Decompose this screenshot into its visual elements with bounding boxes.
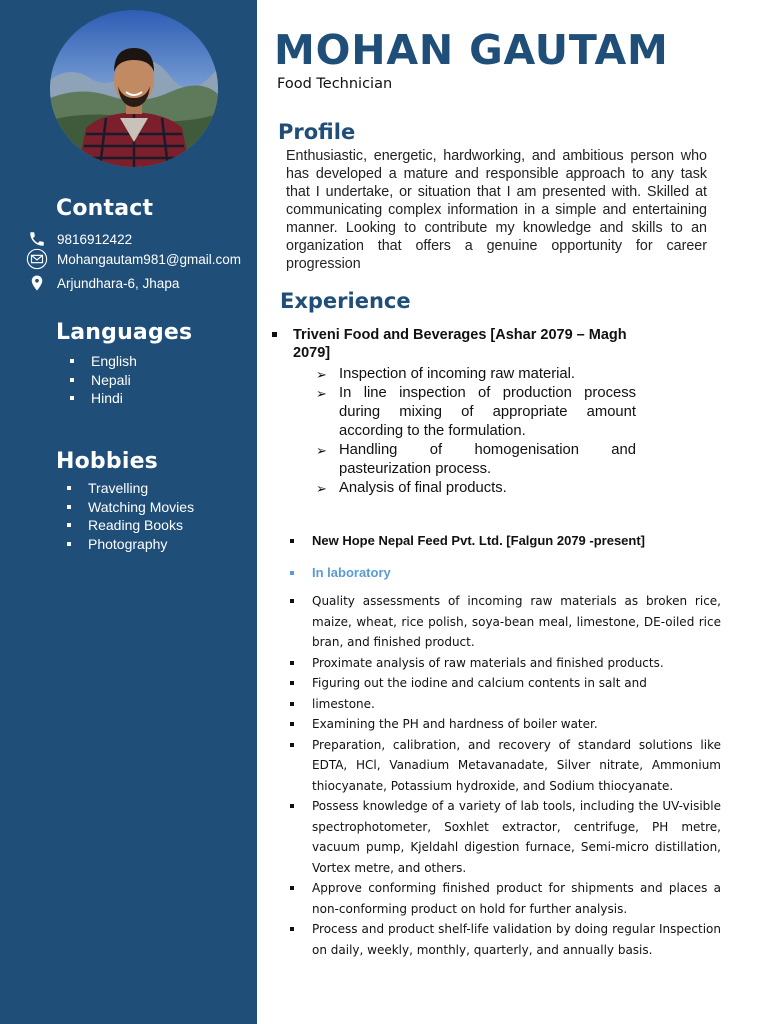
- list-item: ➢ Inspection of incoming raw material.: [316, 366, 576, 382]
- list-item: English: [70, 352, 137, 371]
- list-item: Watching Movies: [67, 498, 194, 517]
- contact-email: [26, 248, 241, 270]
- list-item: ➢ Handling of homogenisation and pasteurization process.: [316, 442, 636, 477]
- languages-list: [70, 352, 137, 408]
- languages-heading: Languages: [56, 320, 193, 345]
- contact-heading: Contact: [56, 196, 154, 221]
- sidebar: [0, 0, 257, 1024]
- list-item: limestone.: [290, 694, 721, 715]
- list-item: Travelling: [67, 479, 194, 498]
- hobbies-heading: Hobbies: [56, 449, 158, 474]
- arrow-bullet-icon: ➢: [316, 481, 327, 496]
- profile-summary: Enthusiastic, energetic, hardworking, and ambitious person who has developed a mature and responsible approach to any task that I undertake, or situation that I am presented with. Skilled at communicating complex information in a simple and entertaining manner. Looking to contribute my knowledge and skills to an organization that offers a genuine opportunity for career progression: [286, 148, 707, 272]
- list-item: Examining the PH and hardness of boiler water.: [290, 714, 721, 735]
- list-item: Preparation, calibration, and recovery of standard solutions like EDTA, HCl, Vanadium Metavanadate, Silver nitrate, Ammonium thiocyanate, Potassium hydroxide, and Sodium thiocyanate.: [290, 735, 721, 797]
- list-item: Reading Books: [67, 516, 194, 535]
- address-text: Arjundhara-6, Jhapa: [57, 275, 180, 291]
- list-item: Process and product shelf-life validation by doing regular Inspection on daily, weekly, monthly, quarterly, and annually basis.: [290, 919, 721, 960]
- profile-heading: Profile: [278, 120, 356, 144]
- experience-heading: Experience: [280, 289, 411, 313]
- list-item: Quality assessments of incoming raw materials as broken rice, maize, wheat, rice polish, soya-bean meal, limestone, DE-oiled rice bran, and finished product.: [290, 591, 721, 653]
- list-item: Possess knowledge of a variety of lab tools, including the UV-visible spectrophotometer, Soxhlet extractor, centrifuge, PH metre, vacuum pump, Kjeldahl digestion furnace, Semi-micro distillation, Vortex metre, and others.: [290, 796, 721, 878]
- candidate-name: MOHAN GAUTAM: [274, 26, 669, 74]
- list-item: Nepali: [70, 371, 137, 390]
- contact-address: [26, 272, 179, 294]
- hobbies-list: [67, 479, 194, 553]
- arrow-bullet-icon: ➢: [316, 443, 327, 458]
- arrow-bullet-icon: ➢: [316, 367, 327, 382]
- triveni-duties: [316, 365, 636, 498]
- contact-phone: [26, 228, 132, 250]
- email-address[interactable]: Mohangautam981@gmail.com: [57, 251, 242, 267]
- phone-icon: [26, 228, 48, 250]
- job-title-triveni: Triveni Food and Beverages [Ashar 2079 – Magh 2079]: [272, 326, 640, 362]
- job-title: Food Technician: [277, 76, 393, 92]
- new-hope-duties: [290, 591, 721, 960]
- lab-subheading: In laboratory: [290, 565, 391, 580]
- profile-photo: [50, 10, 218, 167]
- list-item: Figuring out the iodine and calcium contents in salt and: [290, 673, 721, 694]
- phone-number[interactable]: 9816912422: [57, 231, 133, 247]
- list-item: Proximate analysis of raw materials and finished products.: [290, 653, 721, 674]
- list-item: ➢ In line inspection of production process during mixing of appropriate amount according to the formulation.: [316, 385, 636, 439]
- list-item: Approve conforming finished product for shipments and places a non-conforming product on hold for further analysis.: [290, 878, 721, 919]
- job-title-new-hope: New Hope Nepal Feed Pvt. Ltd. [Falgun 2079 -present]: [290, 533, 645, 548]
- list-item: Hindi: [70, 389, 137, 408]
- list-item: Photography: [67, 535, 194, 554]
- arrow-bullet-icon: ➢: [316, 386, 327, 401]
- list-item: ➢ Analysis of final products.: [316, 480, 507, 496]
- envelope-icon: [26, 248, 48, 270]
- location-pin-icon: [26, 272, 48, 294]
